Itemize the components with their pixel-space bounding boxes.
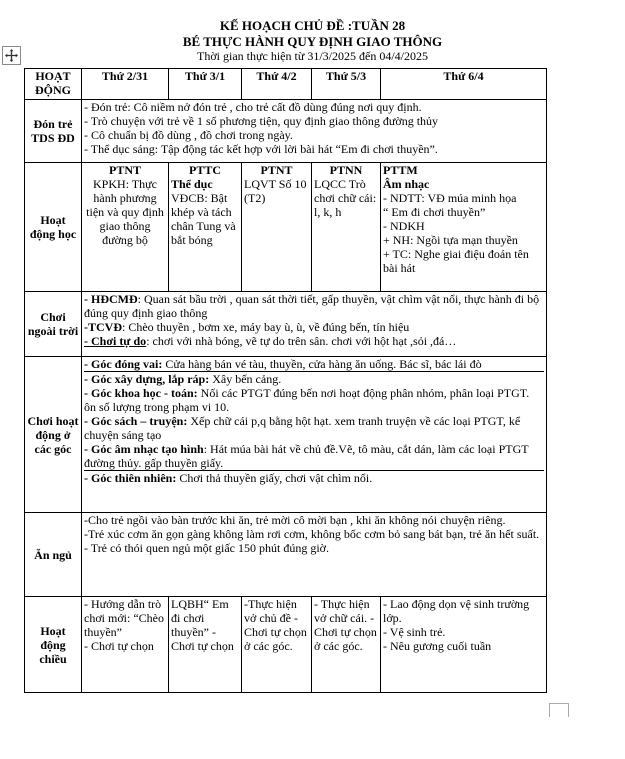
domain-label: PTTC xyxy=(188,163,221,177)
text-line: - Trò chuyện với trẻ về 1 số phương tiện, quy định giao thông đường thủy xyxy=(84,114,439,128)
text-line: - Cô chuẩn bị đồ dùng , đồ chơi trong ngày. xyxy=(84,128,293,142)
corner-item xyxy=(84,386,544,414)
an-ngu-content xyxy=(82,513,547,597)
text-line: - Đón trẻ: Cô niềm nở đón trẻ , cho trẻ cất đồ dùng đúng nơi quy định. xyxy=(84,100,422,114)
hoc-tue-cell xyxy=(169,163,242,292)
corner-item xyxy=(84,371,544,386)
row-don-tre xyxy=(25,100,547,163)
domain-label: PTNT xyxy=(260,163,293,177)
corner-text: Chơi thả thuyền giấy, chơi vật chìm nổi. xyxy=(176,471,373,485)
chieu-tue-cell: LQBH“ Em đi chơi thuyền” - Chơi tự chọn xyxy=(169,597,242,693)
header-cell-activity: HOẠT ĐỘNG xyxy=(25,69,82,100)
corner-item xyxy=(84,470,544,485)
header-cell-wed: Thứ 4/2 xyxy=(242,69,312,100)
corner-item xyxy=(84,357,544,371)
header-cell-fri: Thứ 6/4 xyxy=(381,69,547,100)
lesson-text: LQCC Trò chơi chữ cái: l, k, h xyxy=(314,177,377,219)
corner-label: - Góc sách – truyện: xyxy=(84,414,188,428)
text-line: -Cho trẻ ngồi vào bàn trước khi ăn, trẻ mời cô mời bạn , khi ăn không nói chuyện riêng. xyxy=(84,513,506,527)
item-text: : Quan sát bầu trời , quan sát thời tiết, gấp thuyền, vật chìm vật nổi, thực hành đi bộ đúng quy định giao thông xyxy=(84,292,540,320)
chieu-wed-cell: -Thực hiện vở chủ đề -Chơi tự chọn ở các góc. xyxy=(242,597,312,693)
row-label-an-ngu: Ăn ngủ xyxy=(25,513,82,597)
corner-item xyxy=(84,414,544,442)
corner-item xyxy=(84,442,544,470)
hoc-thu-cell xyxy=(312,163,381,292)
row-label-don-tre: Đón trẻ TDS ĐD xyxy=(25,100,82,163)
corner-text: Xếp chữ cái p,q bằng hột hạt. xem tranh truyện về các loại PTGT, kể chuyện sáng tạo xyxy=(84,414,521,442)
domain-label: PTTM xyxy=(383,163,418,177)
row-label-choi-ngoai-troi: Chơi ngoài trời xyxy=(25,292,82,357)
lesson-text: LQVT Số 10 (T2) xyxy=(244,177,307,205)
document-title: KẾ HOẠCH CHỦ ĐỀ :TUẦN 28 xyxy=(219,18,406,33)
corner-text: Cửa hàng bán vé tàu, thuyền, cửa hàng ăn uống. Bác sĩ, bác lái đò xyxy=(162,357,482,371)
outdoor-free-play xyxy=(84,334,544,348)
row-label-hoat-dong-chieu: Hoạt động chiều xyxy=(25,597,82,693)
corner-text: : Hát múa bài hát về chủ đề.Vẽ, tô màu, cắt dán, làm các loại PTGT đường thủy. gấp thuyền giấy. xyxy=(84,442,529,470)
row-hoat-dong-hoc xyxy=(25,163,547,292)
corner-label: - Góc âm nhạc tạo hình xyxy=(84,442,204,456)
row-hoat-dong-chieu xyxy=(25,597,547,693)
row-label-hoat-dong-hoc: Hoạt động học xyxy=(25,163,82,292)
text-line: - Trẻ có thói quen ngủ một giấc 150 phút đúng giờ. xyxy=(84,541,329,555)
corner-label: - Góc xây dựng, lắp ráp: xyxy=(84,372,210,386)
choi-goc-content xyxy=(82,357,547,513)
text-line: - Thể dục sáng: Tập động tác kết hợp với lời bài hát “Em đi chơi thuyền”. xyxy=(84,142,438,156)
corner-text: Xây bến cảng. xyxy=(209,372,282,386)
row-label-choi-goc: Chơi hoạt động ở các góc xyxy=(25,357,82,513)
page-corner-mark xyxy=(549,703,569,717)
text-line: “ Em đi chơi thuyền” xyxy=(383,205,486,219)
corner-label: - Góc thiên nhiên: xyxy=(84,471,177,485)
item-label: - Chơi tự do xyxy=(84,334,147,348)
header-cell-tue: Thứ 3/1 xyxy=(169,69,242,100)
lesson-subject: Thể dục xyxy=(171,177,213,191)
corner-label: - Góc đóng vai: xyxy=(84,357,163,371)
lesson-subject: Âm nhạc xyxy=(383,177,430,191)
row-an-ngu xyxy=(25,513,547,597)
chieu-thu-cell: - Thực hiện vở chữ cái. -Chơi tự chọn ở các góc. xyxy=(312,597,381,693)
item-label: -TCVĐ xyxy=(84,320,122,334)
text-line: - NDTT: VĐ múa minh họa xyxy=(383,191,517,205)
document-header xyxy=(0,18,625,63)
header-cell-thu: Thứ 5/3 xyxy=(312,69,381,100)
hoc-wed-cell xyxy=(242,163,312,292)
document-subtitle: BÉ THỰC HÀNH QUY ĐỊNH GIAO THÔNG xyxy=(182,34,443,49)
text-line: + NH: Ngồi tựa mạn thuyền xyxy=(383,233,518,247)
item-text: : Chèo thuyền , bơm xe, máy bay ù, ù, về đúng bến, tín hiệu xyxy=(122,320,410,334)
row-choi-ngoai-troi xyxy=(25,292,547,357)
header-cell-mon: Thứ 2/31 xyxy=(82,69,169,100)
choi-ngoai-troi-content xyxy=(82,292,547,357)
item-label: - HĐCMĐ xyxy=(84,292,138,306)
row-choi-goc xyxy=(25,357,547,513)
document-period: Thời gian thực hiện từ 31/3/2025 đến 04/4/2025 xyxy=(197,49,428,63)
lesson-text: KPKH: Thực hành phương tiện và quy định giao thông đường bộ xyxy=(86,177,164,247)
table-move-handle[interactable] xyxy=(2,46,21,65)
text-line: + TC: Nghe giai điệu đoán tên bài hát xyxy=(383,247,529,275)
hoc-mon-cell xyxy=(82,163,169,292)
table-header-row xyxy=(25,69,547,100)
plan-table xyxy=(24,68,547,693)
domain-label: PTNT xyxy=(108,163,141,177)
domain-label: PTNN xyxy=(329,163,363,177)
text-line: - NDKH xyxy=(383,219,425,233)
outdoor-hdcmd xyxy=(84,292,544,320)
outdoor-tcvd xyxy=(84,320,544,334)
chieu-fri-cell: - Lao động dọn vệ sinh trường lớp. - Vệ sinh trẻ. - Nêu gương cuối tuần xyxy=(381,597,547,693)
text-line: -Trẻ xúc cơm ăn gọn gàng không làm rơi cơm, không bốc cơm bỏ sang bát bạn, trẻ ăn hết suất. xyxy=(84,527,540,541)
lesson-text: VĐCB: Bật khép và tách chân Tung và bắt bóng xyxy=(171,191,236,247)
item-text: : chơi với nhà bóng, vẽ tự do trên sân. chơi với hột hạt ,sỏi ,đá… xyxy=(146,334,457,348)
don-tre-content xyxy=(82,100,547,163)
hoc-fri-cell xyxy=(381,163,547,292)
chieu-mon-cell: - Hướng dẫn trò chơi mới: “Chèo thuyền” - Chơi tự chọn xyxy=(82,597,169,693)
corner-text: Nối các PTGT đúng bến nơi hoạt động phân nhóm, phân loại PTGT. ôn số lượng trong phạm vi 10. xyxy=(84,386,530,414)
corner-label: - Góc khoa học - toán: xyxy=(84,386,198,400)
move-arrows-icon xyxy=(4,48,19,63)
